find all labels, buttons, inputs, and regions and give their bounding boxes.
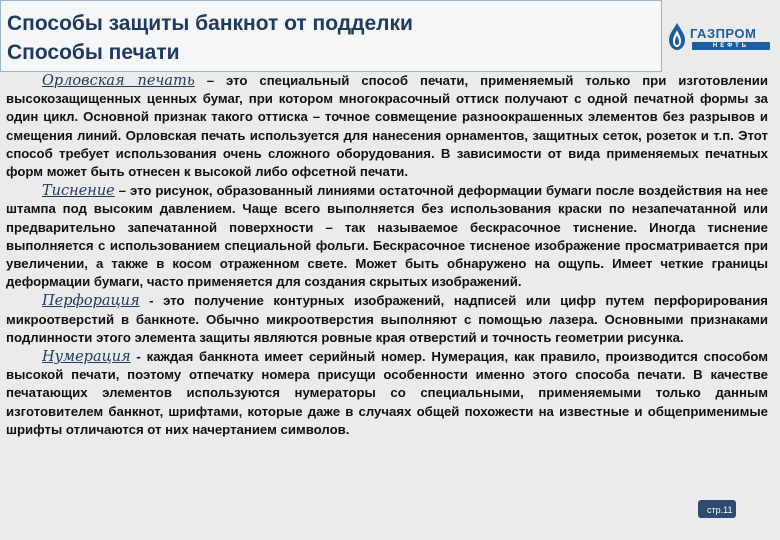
paragraph-embossing: [6, 182, 768, 291]
term-numbering: Нумерация: [42, 349, 131, 366]
page-number: стр.11: [707, 505, 733, 515]
page-title: Способы защиты банкнот от подделки: [7, 12, 413, 35]
term-perforation: Перфорация: [42, 293, 140, 310]
page-subtitle: Способы печати: [7, 41, 180, 64]
paragraph-text: - каждая банкнота имеет серийный номер. Нумерация, как правило, производится способом высокой печати, поэтому отпечатку номера присущи особенности именно этого способа печати. В качестве печатающих элементов используются нумераторы со специальными, применяемыми только данным изготовителем банкнот, шрифтами, которые даже в случаях общей похожести на известные и общеприменимые шрифты отличаются от них начертанием символов.: [6, 349, 768, 437]
logo-sub-bar: [692, 42, 770, 50]
paragraph-perforation: [6, 292, 768, 347]
logo-sub-text: НЕФТЬ: [712, 43, 750, 49]
flame-icon: [664, 22, 690, 52]
gazprom-neft-logo: [664, 22, 774, 62]
term-orlov-print: Орловская печать: [42, 73, 195, 89]
logo-name: ГАЗПРОМ: [690, 26, 757, 41]
paragraph-text: - это получение контурных изображений, надписей или цифр путем перфорирования микроотверстий в банкноте. Обычно микроотверстия выполняют с помощью лазера. Основными признаками подлинности этого элемента защиты являются ровные края отверстий и точность геометрии рисунка.: [6, 293, 768, 345]
term-embossing: Тиснение: [42, 183, 115, 200]
title-box: [0, 0, 662, 72]
paragraph-numbering: [6, 348, 768, 439]
paragraph-orlov-print: [6, 72, 768, 181]
paragraph-text: – это специальный способ печати, применяемый только при изготовлении высокозащищенных ценных бумаг, при котором многокрасочный оттиск получают с одной печатной формы за один цикл. Основной признак такого оттиска – точное совмещение разноокрашенных элементов без разрывов и смещения линий. Орловская печать используется для нанесения орнаментов, защитных сеток, розеток и т.п. Этот способ требует использования очень сложного оборудования. В зависимости от вида применяемых печатных форм может быть отнесен к высокой либо офсетной печати.: [6, 73, 768, 180]
paragraph-text: – это рисунок, образованный линиями остаточной деформации бумаги после воздействия на нее штампа под высоким давлением. Чаще всего выполняется без использования краски по незапечатанной или предварительно запечатанной поверхности – так называемое бескрасочное тиснение. Иногда тиснение выполняется с использованием специальной фольги. Бескрасочное тисненое изображение просматривается при увеличении, а также в косом отраженном свете. Может быть обнаружено на ощупь. Имеет четкие границы деформации бумаги, часто применяется для создания скрытых изображений.: [6, 183, 768, 290]
document-body: [6, 72, 768, 440]
